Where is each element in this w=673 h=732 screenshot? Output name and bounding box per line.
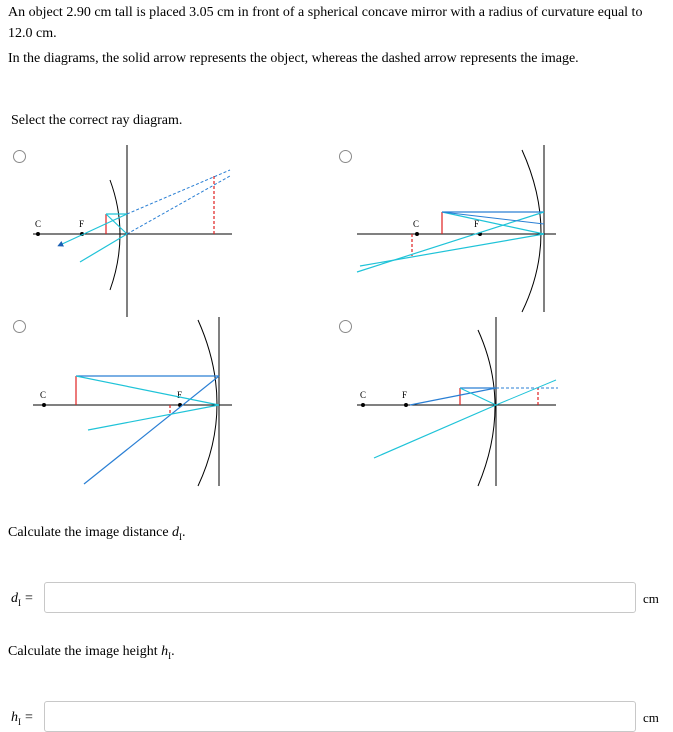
center-point — [36, 232, 40, 236]
image-height-input[interactable] — [44, 701, 636, 732]
problem-statement: An object 2.90 cm tall is placed 3.05 cm in front of a spherical concave mirror with a radius of curvature equal to 12.0 cm. — [8, 5, 643, 41]
center-point — [415, 232, 419, 236]
diagram-note: In the diagrams, the solid arrow represents the object, whereas the dashed arrow represents the image. — [8, 51, 579, 66]
q2-prefix: Calculate the image height — [8, 644, 162, 659]
mirror-surface — [478, 330, 495, 486]
ray-diagrams — [0, 140, 673, 500]
ray — [360, 234, 544, 266]
question-image-height — [8, 644, 175, 661]
q1-suffix: . — [182, 525, 186, 540]
ray — [442, 212, 544, 234]
q2-suffix: . — [171, 644, 175, 659]
ray — [76, 376, 219, 405]
image-height-label — [11, 710, 33, 727]
h-var: h — [11, 710, 18, 725]
center-point — [361, 403, 365, 407]
ray — [410, 388, 496, 405]
diagram-b — [357, 145, 556, 312]
ray — [496, 380, 556, 405]
d-sub: I — [18, 597, 21, 608]
f-label: F — [177, 390, 183, 400]
c-label: C — [360, 390, 367, 400]
equals: = — [25, 710, 33, 725]
f-label: F — [79, 219, 85, 229]
q1-var: d — [172, 525, 180, 540]
ray — [442, 212, 544, 224]
image-distance-input[interactable] — [44, 582, 636, 613]
d-var: d — [11, 591, 18, 606]
q1-sub: I — [179, 531, 183, 542]
mirror-surface — [110, 180, 120, 290]
ray — [106, 214, 127, 234]
center-point — [42, 403, 46, 407]
virtual-ray — [127, 176, 230, 234]
ray — [84, 376, 219, 484]
f-label: F — [402, 390, 408, 400]
image-distance-unit: cm — [643, 591, 659, 606]
image-distance-label — [11, 591, 33, 608]
diagram-c — [33, 317, 232, 486]
ray — [88, 405, 219, 430]
q1-prefix: Calculate the image distance — [8, 525, 173, 540]
q2-var: h — [161, 644, 169, 659]
question-image-distance — [8, 525, 186, 542]
q2-sub: I — [168, 650, 172, 661]
ray — [460, 388, 496, 405]
select-diagram-prompt: Select the correct ray diagram. — [11, 113, 183, 128]
image-height-unit: cm — [643, 710, 659, 725]
diagram-a — [33, 145, 232, 317]
diagram-d — [357, 317, 558, 486]
ray — [80, 234, 127, 262]
h-sub: I — [18, 716, 21, 727]
c-label: C — [35, 219, 42, 229]
equals: = — [25, 591, 33, 606]
c-label: C — [413, 219, 420, 229]
ray — [374, 405, 496, 458]
focal-point — [404, 403, 408, 407]
f-label: F — [474, 219, 480, 229]
c-label: C — [40, 390, 47, 400]
